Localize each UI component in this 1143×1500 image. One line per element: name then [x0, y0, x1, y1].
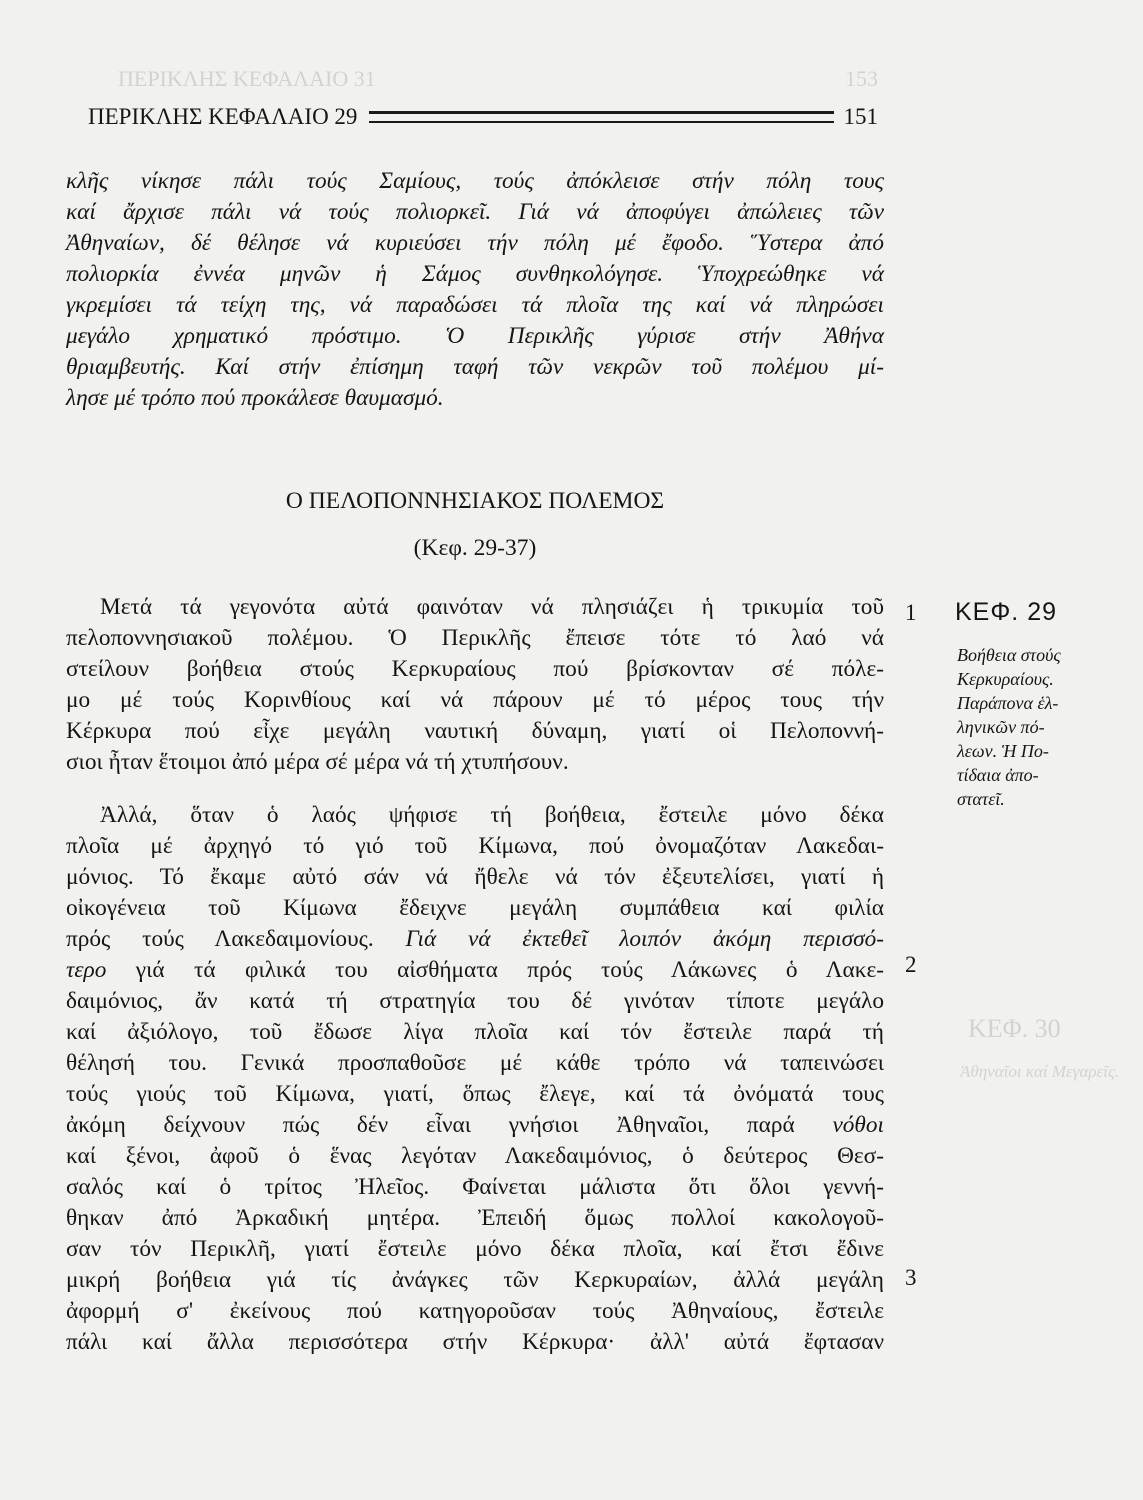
intro-line: θριαμβευτής. Καί στήν ἐπίσημη ταφή τῶν νεκρῶν τοῦ πολέμου μί- [66, 354, 884, 380]
paragraph-2-line-mixed-2 [66, 955, 884, 986]
paragraph-2-line: μικρή βοήθεια γιά τίς ἀνάγκες τῶν Κερκυραίων, ἀλλά μεγάλη [66, 1267, 884, 1293]
italic-run: νόθοι [832, 1112, 884, 1138]
running-header [88, 100, 878, 134]
paragraph-2-line: καί ἀξιόλογο, τοῦ ἔδωσε λίγα πλοῖα καί τόν ἔστειλε παρά τή [66, 1019, 884, 1045]
header-title: ΠΕΡΙΚΛΗΣ ΚΕΦΑΛΑΙΟ 29 [88, 104, 358, 129]
bleed-through-chapter: ΚΕΦ. 30 [968, 1014, 1061, 1043]
intro-paragraph [66, 166, 884, 414]
paragraph-1-line: σιοι ἦταν ἕτοιμοι ἀπό μέρα σέ μέρα νά τή χτυπήσουν. [66, 749, 569, 775]
paragraph-2-line: τούς γιούς τοῦ Κίμωνα, γιατί, ὅπως ἔλεγε, καί τά ὀνόματά τους [66, 1081, 884, 1107]
paragraph-2-line: καί ξένοι, ἀφοῦ ὁ ἕνας λεγόταν Λακεδαιμόνιος, ὁ δεύτερος Θεσ- [66, 1143, 884, 1169]
bleed-through-note: Ἀθηναῖοι καί Μεγαρεῖς. [960, 1062, 1120, 1081]
margin-note-line: ληνικῶν πό- [957, 717, 1045, 737]
paragraph-1-line: Κέρκυρα πού εἶχε μεγάλη ναυτική δύναμη, γιατί οἱ Πελοποννή- [66, 718, 884, 744]
paragraph-2-line: θέλησή του. Γενικά προσπαθοῦσε μέ κάθε τρόπο νά ταπεινώσει [66, 1050, 884, 1076]
paragraph-2-line: μόνιος. Τό ἔκαμε αὐτό σάν νά ἤθελε νά τόν ἐξευτελίσει, γιατί ἡ [66, 864, 884, 890]
margin-note [957, 643, 1097, 811]
intro-line: πολιορκία ἐννέα μηνῶν ἡ Σάμος συνθηκολόγησε. Ὑποχρεώθηκε νά [66, 261, 884, 287]
margin-number-2: 2 [905, 952, 917, 977]
margin-number-1: 1 [905, 600, 917, 625]
paragraph-2-line: πάλι καί ἄλλα περισσότερα στήν Κέρκυρα· ἀλλ' αὐτά ἔφτασαν [66, 1329, 884, 1355]
margin-number-3: 3 [905, 1265, 917, 1290]
paragraph-1 [66, 592, 884, 778]
paragraph-1-line: πελοποννησιακοῦ πολέμου. Ὁ Περικλῆς ἔπεισε τότε τό λαό νά [66, 625, 884, 651]
intro-line: κλῆς νίκησε πάλι τούς Σαμίους, τούς ἀπόκλεισε στήν πόλη τους [66, 168, 884, 194]
text-run: ἀκόμη δείχνουν πώς δέν εἶναι γνήσιοι Ἀθηναῖοι, παρά [66, 1112, 833, 1138]
paragraph-2 [66, 800, 884, 1358]
paragraph-2-line: ἀφορμή σ' ἐκείνους πού κατηγοροῦσαν τούς Ἀθηναίους, ἔστειλε [66, 1298, 884, 1324]
paragraph-2-line: σαν τόν Περικλῆ, γιατί ἔστειλε μόνο δέκα πλοῖα, καί ἔτσι ἔδινε [66, 1236, 884, 1262]
margin-note-line: Βοήθεια στούς [957, 645, 1061, 665]
intro-line: Ἀθηναίων, δέ θέλησε νά κυριεύσει τήν πόλη μέ ἔφοδο. Ὕστερα ἀπό [66, 230, 884, 256]
bleed-through-header: ΠΕΡΙΚΛΗΣ ΚΕΦΑΛΑΙΟ 31 [118, 66, 376, 91]
intro-line: γκρεμίσει τά τείχη της, νά παραδώσει τά πλοῖα της καί νά πληρώσει [66, 292, 884, 318]
page-number: 151 [843, 104, 878, 129]
paragraph-2-line-mixed-3 [66, 1110, 884, 1141]
paragraph-2-lines-f [66, 1141, 884, 1358]
paragraph-2-lines-d [66, 986, 884, 1110]
margin-note-line: λεων. Ἡ Πο- [957, 741, 1049, 761]
intro-line: λησε μέ τρόπο πού προκάλεσε θαυμασμό. [66, 385, 444, 411]
paragraph-2-line: δαιμόνιος, ἄν κατά τή στρατηγία του δέ γινόταν τίποτε μεγάλο [66, 988, 884, 1014]
margin-note-line: στατεῖ. [957, 789, 1005, 809]
header-rule [369, 111, 833, 123]
paragraph-2-line: θηκαν ἀπό Ἀρκαδική μητέρα. Ἐπειδή ὅμως πολλοί κακολογοῦ- [66, 1205, 884, 1231]
paragraph-2-lines-a [66, 800, 884, 924]
paragraph-2-line-mixed-1 [66, 924, 884, 955]
text-run: γιά τά φιλικά του αἰσθήματα πρός τούς Λάκωνες ὁ Λακε- [106, 957, 884, 983]
paragraph-2-line: Ἀλλά, ὅταν ὁ λαός ψήφισε τή βοήθεια, ἔστειλε μόνο δέκα [100, 802, 884, 828]
paragraph-2-line: σαλός καί ὁ τρίτος Ἠλεῖος. Φαίνεται μάλιστα ὅτι ὅλοι γεννή- [66, 1174, 884, 1200]
text-run: πρός τούς Λακεδαιμονίους. [66, 926, 406, 952]
section-subtitle: (Κεφ. 29-37) [413, 535, 537, 561]
section-title: Ο ΠΕΛΟΠΟΝΝΗΣΙΑΚΟΣ ΠΟΛΕΜΟΣ [285, 488, 665, 514]
italic-run: τερο [66, 957, 107, 983]
intro-line: μεγάλο χρηματικό πρόστιμο. Ὁ Περικλῆς γύρισε στήν Ἀθήνα [66, 323, 884, 349]
intro-line: καί ἄρχισε πάλι νά τούς πολιορκεῖ. Γιά νά ἀποφύγει ἀπώλειες τῶν [66, 199, 884, 225]
paragraph-2-line: οἰκογένεια τοῦ Κίμωνα ἔδειχνε μεγάλη συμπάθεια καί φιλία [66, 895, 884, 921]
margin-note-line: Παράπονα ἑλ- [957, 693, 1059, 713]
paragraph-1-line: στείλουν βοήθεια στούς Κερκυραίους πού βρίσκονταν σέ πόλε- [66, 656, 884, 682]
paragraph-1-line: μο μέ τούς Κορινθίους καί νά πάρουν μέ τό μέρος τους τήν [66, 687, 884, 713]
margin-chapter-title: ΚΕΦ. 29 [955, 598, 1057, 626]
paragraph-2-line: πλοῖα μέ ἀρχηγό τό γιό τοῦ Κίμωνα, πού ὀνομαζόταν Λακεδαι- [66, 833, 884, 859]
italic-run: Γιά νά ἐκτεθεῖ λοιπόν ἀκόμη περισσό- [405, 926, 884, 952]
margin-note-line: Κερκυραίους. [957, 669, 1054, 689]
bleed-through-page-number: 153 [845, 66, 878, 91]
paragraph-1-line: Μετά τά γεγονότα αὐτά φαινόταν νά πλησιάζει ἡ τρικυμία τοῦ [100, 594, 884, 620]
margin-note-line: τίδαια ἀπο- [957, 765, 1039, 785]
